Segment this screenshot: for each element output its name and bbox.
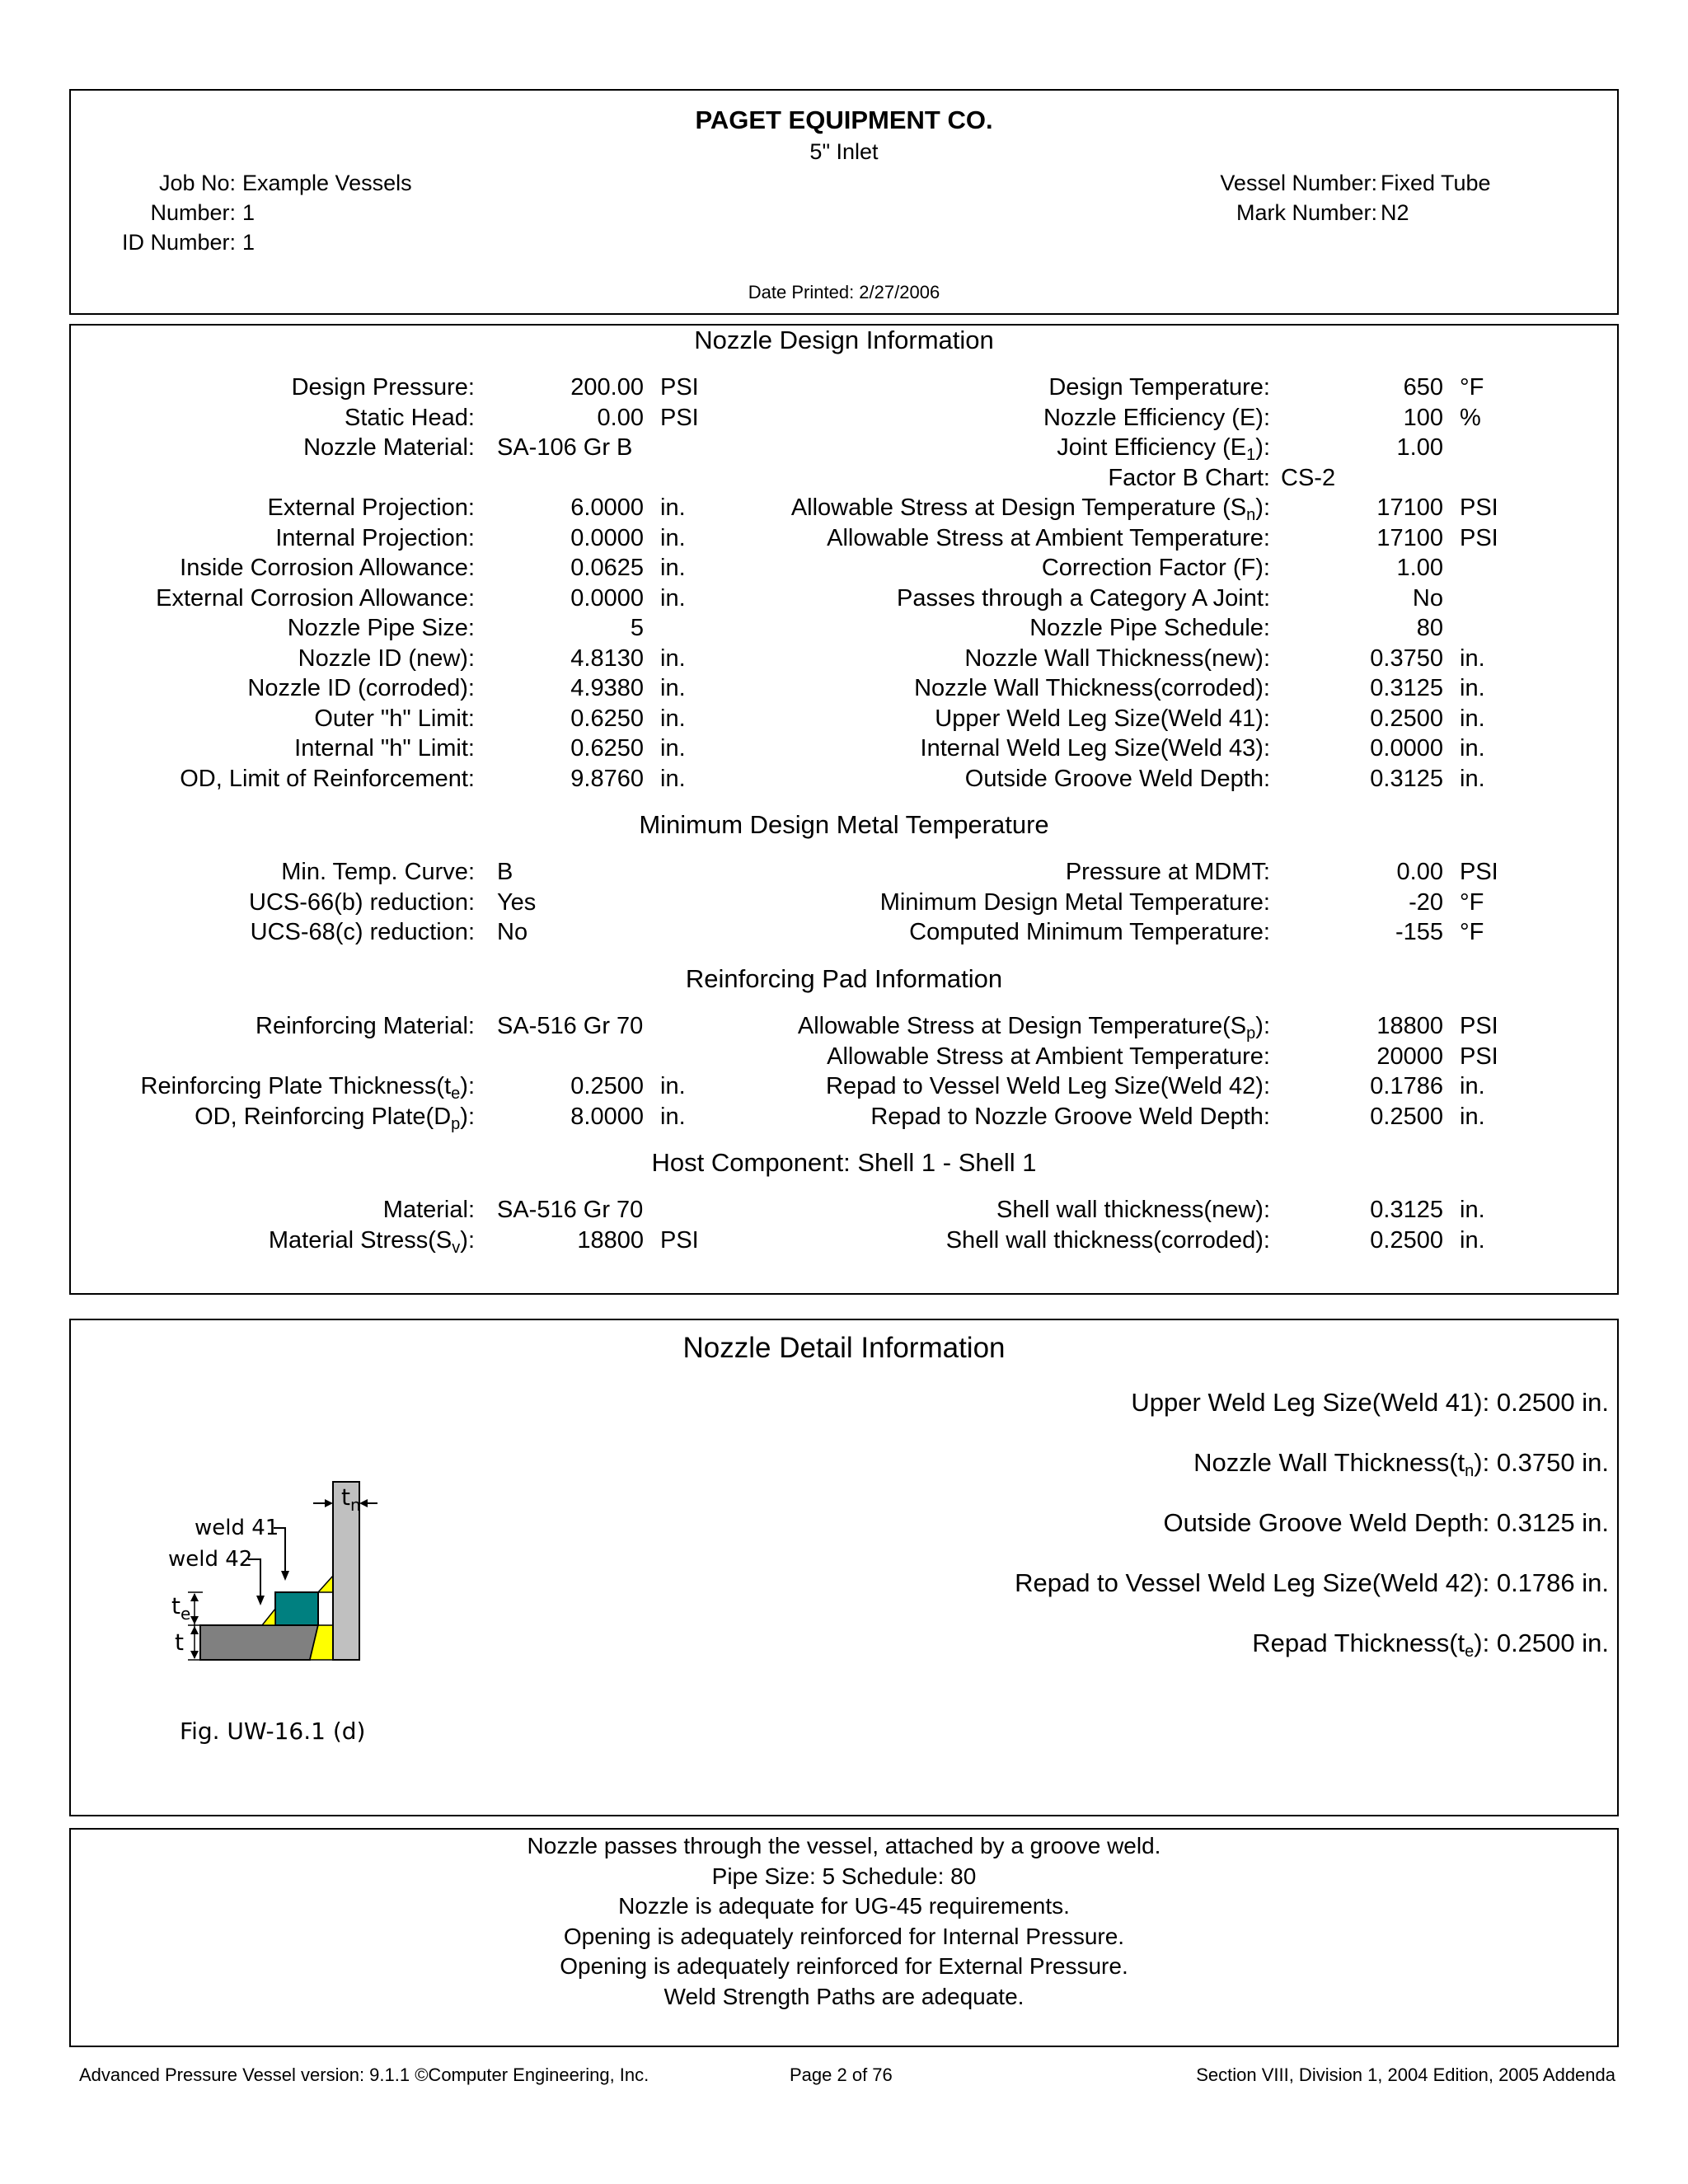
label-end: ): xyxy=(460,1103,475,1130)
label-text: Nozzle Wall Thickness(corroded): xyxy=(914,675,1270,701)
mdmt-field-value: 0.00 xyxy=(1396,859,1443,885)
label-text: Allowable Stress at Ambient Temperature: xyxy=(827,524,1270,551)
design-field-value: 1.00 xyxy=(1396,555,1443,581)
detail-line xyxy=(71,1388,1609,1418)
pad-field-unit: in. xyxy=(1460,1073,1485,1099)
detail-line-subscript: e xyxy=(1465,1643,1475,1661)
label-text: Repad to Nozzle Groove Weld Depth: xyxy=(870,1103,1270,1130)
mdmt-field-value: B xyxy=(497,859,513,885)
host-field-unit: in. xyxy=(1460,1197,1485,1223)
label-text: Nozzle ID (corroded): xyxy=(247,675,475,701)
detail-line-end: ): 0.3750 in. xyxy=(1474,1448,1609,1477)
section-title-mdmt: Minimum Design Metal Temperature xyxy=(639,810,1049,839)
mdmt-field-unit: °F xyxy=(1460,919,1484,945)
design-field-value: 17100 xyxy=(1376,494,1443,521)
company-name: PAGET EQUIPMENT CO. xyxy=(695,105,993,134)
label-subscript: p xyxy=(451,1114,461,1133)
label-text: Passes through a Category A Joint: xyxy=(897,584,1270,612)
pad-thickness-unit: in. xyxy=(660,1073,686,1099)
pad-material-label: Reinforcing Material: xyxy=(256,1013,475,1039)
design-field-value: 0.3125 xyxy=(1370,675,1443,701)
label-text: Allowable Stress at Ambient Temperature: xyxy=(827,1043,1270,1070)
summary-line: Weld Strength Paths are adequate. xyxy=(663,1984,1025,2009)
label-text: Nozzle Efficiency (E): xyxy=(1043,404,1270,431)
pad-od-value: 8.0000 xyxy=(570,1103,644,1130)
pad-field-value: 0.1786 xyxy=(1370,1073,1443,1099)
label-text: Static Head: xyxy=(345,404,475,431)
mdmt-field-label: Computed Minimum Temperature: xyxy=(909,919,1270,945)
number-value: 1 xyxy=(242,200,256,225)
label-text: Upper Weld Leg Size(Weld 41): xyxy=(935,705,1270,732)
design-field-unit: in. xyxy=(1460,675,1485,701)
weld-41-fillet xyxy=(318,1576,333,1592)
label-text: Design Pressure: xyxy=(291,374,475,401)
pad-field-value: 0.2500 xyxy=(1370,1103,1443,1130)
vessel-number-value: Fixed Tube xyxy=(1381,171,1491,195)
label-end: ): xyxy=(460,1073,475,1099)
design-field-value: 0.3750 xyxy=(1370,644,1443,672)
job-no-label: Job No: xyxy=(158,171,236,195)
label-text: Internal Weld Leg Size(Weld 43): xyxy=(920,735,1270,762)
host-stress-unit: PSI xyxy=(660,1226,699,1254)
label-subscript: 1 xyxy=(1246,446,1256,464)
pad-thickness-value: 0.2500 xyxy=(570,1073,644,1099)
detail-line-text: Repad to Vessel Weld Leg Size(Weld 42): 0.1786 in. xyxy=(1015,1568,1609,1597)
header-box xyxy=(69,89,1619,315)
label-text: Nozzle Pipe Size: xyxy=(287,615,475,641)
design-field-value: 0.0000 xyxy=(1370,735,1443,762)
design-field-value: 4.9380 xyxy=(570,675,644,701)
mdmt-field-label: Pressure at MDMT: xyxy=(1065,859,1270,885)
label-end: ): xyxy=(460,1226,475,1254)
design-field-unit: in. xyxy=(1460,735,1485,762)
pad-field-unit: PSI xyxy=(1460,1013,1498,1039)
document-subtitle: 5" Inlet xyxy=(809,139,879,164)
design-field-value: SA-106 Gr B xyxy=(497,434,633,461)
label-text: Repad to Vessel Weld Leg Size(Weld 42): xyxy=(826,1073,1270,1099)
label-text: Joint Efficiency (E xyxy=(1057,434,1247,461)
pad-od-unit: in. xyxy=(660,1103,686,1130)
section-title-pad: Reinforcing Pad Information xyxy=(685,964,1003,993)
detail-line-end: ): 0.2500 in. xyxy=(1474,1629,1609,1657)
design-field-value: 1.00 xyxy=(1396,434,1443,461)
pad-field-unit: PSI xyxy=(1460,1043,1498,1070)
summary-line: Opening is adequately reinforced for Internal Pressure. xyxy=(563,1923,1125,1949)
design-field-value: 0.00 xyxy=(597,404,644,431)
mdmt-field-value: Yes xyxy=(497,888,537,916)
design-field-value: 6.0000 xyxy=(570,494,644,521)
design-field-unit: in. xyxy=(660,735,686,762)
section-title-design: Nozzle Design Information xyxy=(694,326,994,354)
design-field-value: 9.8760 xyxy=(570,765,644,792)
weld-41-label: weld 41 xyxy=(195,1516,279,1540)
tn-label: $t_n$ xyxy=(341,1483,361,1515)
design-field-value: 200.00 xyxy=(570,374,644,401)
mdmt-field-unit: PSI xyxy=(1460,859,1498,885)
design-field-value: 0.6250 xyxy=(570,705,644,732)
design-field-value: 0.0000 xyxy=(570,584,644,612)
label-text: Correction Factor (F): xyxy=(1041,555,1270,581)
design-field-unit: in. xyxy=(660,765,686,792)
mdmt-field-value: -20 xyxy=(1409,888,1443,916)
design-field-value: 0.2500 xyxy=(1370,705,1443,732)
detail-line-text: Nozzle Wall Thickness(t xyxy=(1193,1448,1465,1477)
shell-plate xyxy=(200,1625,318,1660)
mark-number-value: N2 xyxy=(1381,200,1409,225)
design-field-unit: PSI xyxy=(660,374,699,401)
design-field-unit: in. xyxy=(660,644,686,672)
design-field-unit: in. xyxy=(1460,644,1485,672)
weld-42-label: weld 42 xyxy=(168,1547,253,1572)
label-text: OD, Limit of Reinforcement: xyxy=(180,765,475,792)
label-text: Allowable Stress at Design Temperature (S xyxy=(790,494,1247,521)
figure-caption: Fig. UW-16.1 (d) xyxy=(180,1718,366,1745)
design-field-value: 0.3125 xyxy=(1370,765,1443,792)
pad-field-unit: in. xyxy=(1460,1103,1485,1130)
detail-line xyxy=(71,1448,1609,1478)
label-text: Factor B Chart: xyxy=(1108,464,1270,491)
detail-box xyxy=(69,1319,1619,1816)
label-end: ): xyxy=(1255,494,1270,521)
label-text: External Corrosion Allowance: xyxy=(156,584,475,612)
label-text: Reinforcing Plate Thickness(t xyxy=(140,1073,452,1099)
design-field-value: 0.0000 xyxy=(570,524,644,551)
detail-line-subscript: n xyxy=(1465,1462,1475,1480)
label-text: Outside Groove Weld Depth: xyxy=(964,765,1270,792)
design-field-unit: in. xyxy=(1460,705,1485,732)
mdmt-field-value: No xyxy=(497,919,528,945)
design-field-unit: PSI xyxy=(1460,524,1498,551)
summary-line: Nozzle passes through the vessel, attached by a groove weld. xyxy=(527,1833,1161,1858)
design-field-value: 650 xyxy=(1403,374,1443,401)
design-field-unit: PSI xyxy=(1460,494,1498,521)
host-stress-value: 18800 xyxy=(577,1226,644,1254)
summary-line: Pipe Size: 5 Schedule: 80 xyxy=(711,1863,977,1889)
host-field-value: 0.2500 xyxy=(1370,1226,1443,1254)
date-printed: Date Printed: 2/27/2006 xyxy=(748,282,940,302)
mdmt-field-label: Minimum Design Metal Temperature: xyxy=(879,888,1270,916)
host-field-unit: in. xyxy=(1460,1226,1485,1254)
nozzle-weld-figure xyxy=(153,1477,483,1749)
host-field-label: Shell wall thickness(new): xyxy=(996,1197,1270,1223)
weld-42-fillet xyxy=(262,1609,275,1625)
design-field-value: No xyxy=(1412,584,1443,612)
vessel-number-label: Vessel Number: xyxy=(1220,171,1377,195)
label-text: Nozzle Pipe Schedule: xyxy=(1029,615,1270,641)
label-subscript: e xyxy=(451,1085,461,1103)
label-text: Inside Corrosion Allowance: xyxy=(180,555,475,581)
design-field-unit: in. xyxy=(1460,765,1485,792)
design-field-unit: in. xyxy=(660,675,686,701)
summary-line: Opening is adequately reinforced for External Pressure. xyxy=(560,1953,1128,1980)
pad-field-value: 18800 xyxy=(1376,1013,1443,1039)
section-title-host: Host Component: Shell 1 - Shell 1 xyxy=(651,1148,1037,1177)
design-field-unit: in. xyxy=(660,555,686,581)
label-subscript: p xyxy=(1246,1024,1256,1043)
label-text: Internal "h" Limit: xyxy=(294,735,475,762)
label-text: External Projection: xyxy=(267,494,475,521)
design-field-label xyxy=(71,463,1270,493)
label-text: Nozzle ID (new): xyxy=(298,644,475,672)
repad-plate xyxy=(275,1592,318,1625)
summary-box xyxy=(69,1828,1619,2047)
mdmt-field-label: UCS-68(c) reduction: xyxy=(250,919,475,945)
detail-line-text: Repad Thickness(t xyxy=(1252,1629,1465,1657)
id-number-value: 1 xyxy=(242,230,256,255)
detail-line-text: Upper Weld Leg Size(Weld 41): 0.2500 in. xyxy=(1131,1388,1609,1417)
detail-line-text: Outside Groove Weld Depth: 0.3125 in. xyxy=(1163,1508,1609,1537)
design-field-value: 80 xyxy=(1416,615,1443,641)
footer-page-number: Page 2 of 76 xyxy=(790,2064,893,2085)
design-field-unit: in. xyxy=(660,494,686,521)
mdmt-field-label: Min. Temp. Curve: xyxy=(281,859,475,885)
design-field-value: 17100 xyxy=(1376,524,1443,551)
label-text: Nozzle Material: xyxy=(303,434,475,461)
design-field-unit: °F xyxy=(1460,374,1484,401)
mdmt-field-label: UCS-66(b) reduction: xyxy=(249,888,475,916)
mdmt-field-value: -155 xyxy=(1395,919,1443,945)
design-field-unit: in. xyxy=(660,584,686,612)
host-material-label: Material: xyxy=(382,1197,475,1223)
design-field-value: CS-2 xyxy=(1281,464,1336,491)
label-text: Material Stress(S xyxy=(268,1226,452,1254)
host-material-value: SA-516 Gr 70 xyxy=(497,1197,644,1223)
mdmt-field-unit: °F xyxy=(1460,888,1484,916)
t-label: t xyxy=(175,1629,184,1656)
label-end: ): xyxy=(1255,434,1270,461)
design-field-value: 100 xyxy=(1403,404,1443,431)
pad-field-value: 20000 xyxy=(1376,1043,1443,1070)
pad-material-value: SA-516 Gr 70 xyxy=(497,1013,644,1039)
label-text: Nozzle Wall Thickness(new): xyxy=(964,644,1270,672)
section-title-detail: Nozzle Detail Information xyxy=(682,1332,1006,1364)
design-field-value: 5 xyxy=(630,615,644,641)
label-text: OD, Reinforcing Plate(D xyxy=(195,1103,452,1130)
job-no-value: Example Vessels xyxy=(242,171,412,195)
te-label: $t_e$ xyxy=(171,1592,191,1624)
mark-number-label: Mark Number: xyxy=(1236,200,1377,225)
label-subscript: v xyxy=(452,1238,461,1257)
design-box xyxy=(69,324,1619,1295)
label-text: Allowable Stress at Design Temperature(S xyxy=(797,1013,1247,1039)
label-subscript: n xyxy=(1246,506,1256,524)
design-field-unit: % xyxy=(1460,404,1481,431)
design-field-value: 0.0625 xyxy=(570,555,644,581)
design-field-unit: in. xyxy=(660,524,686,551)
id-number-label: ID Number: xyxy=(121,230,236,255)
summary-line: Nozzle is adequate for UG-45 requirements. xyxy=(618,1893,1070,1919)
design-field-unit: in. xyxy=(660,705,686,732)
label-text: Outer "h" Limit: xyxy=(314,705,475,732)
design-field-value: 4.8130 xyxy=(570,644,644,672)
footer-left: Advanced Pressure Vessel version: 9.1.1 ©Computer Engineering, Inc. xyxy=(79,2064,649,2085)
design-field-unit: PSI xyxy=(660,404,699,431)
host-field-value: 0.3125 xyxy=(1370,1197,1443,1223)
design-field-value: 0.6250 xyxy=(570,735,644,762)
label-text: Internal Projection: xyxy=(275,524,475,551)
label-end: ): xyxy=(1255,1013,1270,1039)
number-label: Number: xyxy=(150,200,236,225)
host-field-label: Shell wall thickness(corroded): xyxy=(945,1226,1270,1254)
label-text: Design Temperature: xyxy=(1048,374,1270,401)
footer-right: Section VIII, Division 1, 2004 Edition, 2005 Addenda xyxy=(1196,2064,1615,2085)
